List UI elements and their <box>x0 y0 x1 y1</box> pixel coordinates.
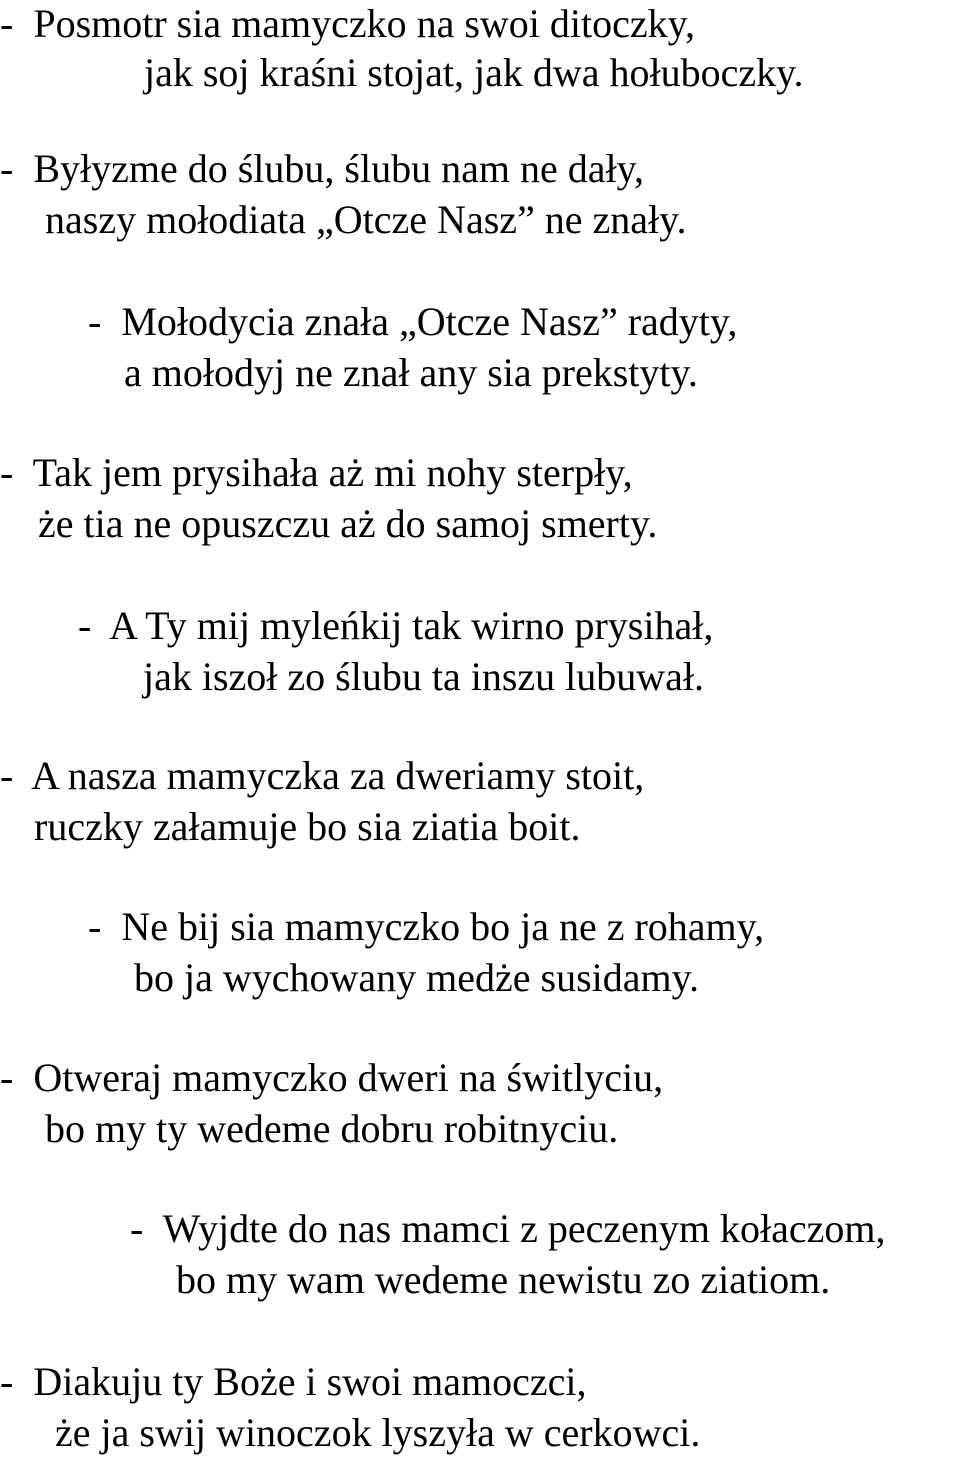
stanza-2-line-1: - Byłyzme do ślubu, ślubu nam ne dały, <box>0 146 644 191</box>
stanza-10-line-2: że ja swij winoczok lyszyła w cerkowci. <box>55 1410 701 1455</box>
stanza-4-line-2: że tia ne opuszczu aż do samoj smerty. <box>38 501 658 546</box>
stanza-3-line-2: a mołodyj ne znał any sia prekstyty. <box>124 350 698 395</box>
stanza-3-line-1: - Mołodycia znała „Otcze Nasz” radyty, <box>88 299 738 344</box>
stanza-7-line-2: bo ja wychowany medże susidamy. <box>134 955 700 1000</box>
stanza-6-line-1: - A nasza mamyczka za dweriamy stoit, <box>0 753 645 798</box>
stanza-5-line-2: jak iszoł zo ślubu ta inszu lubuwał. <box>143 654 705 699</box>
stanza-1-line-2: jak soj kraśni stojat, jak dwa hołuboczky. <box>144 50 804 95</box>
stanza-5-line-1: - A Ty mij myleńkij tak wirno prysihał, <box>78 603 714 648</box>
stanza-8-line-2: bo my ty wedeme dobru robitnyciu. <box>45 1106 619 1151</box>
stanza-7-line-1: - Ne bij sia mamyczko bo ja ne z rohamy, <box>88 904 765 949</box>
stanza-9-line-1: - Wyjdte do nas mamci z peczenym kołaczom, <box>130 1206 886 1251</box>
stanza-4-line-1: - Tak jem prysihała aż mi nohy sterpły, <box>0 450 633 495</box>
stanza-9-line-2: bo my wam wedeme newistu zo ziatiom. <box>176 1257 831 1302</box>
stanza-1-line-1: - Posmotr sia mamyczko na swoi ditoczky, <box>0 1 696 46</box>
stanza-8-line-1: - Otweraj mamyczko dweri na świtlyciu, <box>0 1055 664 1100</box>
stanza-10-line-1: - Diakuju ty Boże i swoi mamoczci, <box>0 1359 587 1404</box>
stanza-2-line-2: naszy mołodiata „Otcze Nasz” ne znały. <box>45 197 687 242</box>
stanza-6-line-2: ruczky załamuje bo sia ziatia boit. <box>34 804 581 849</box>
